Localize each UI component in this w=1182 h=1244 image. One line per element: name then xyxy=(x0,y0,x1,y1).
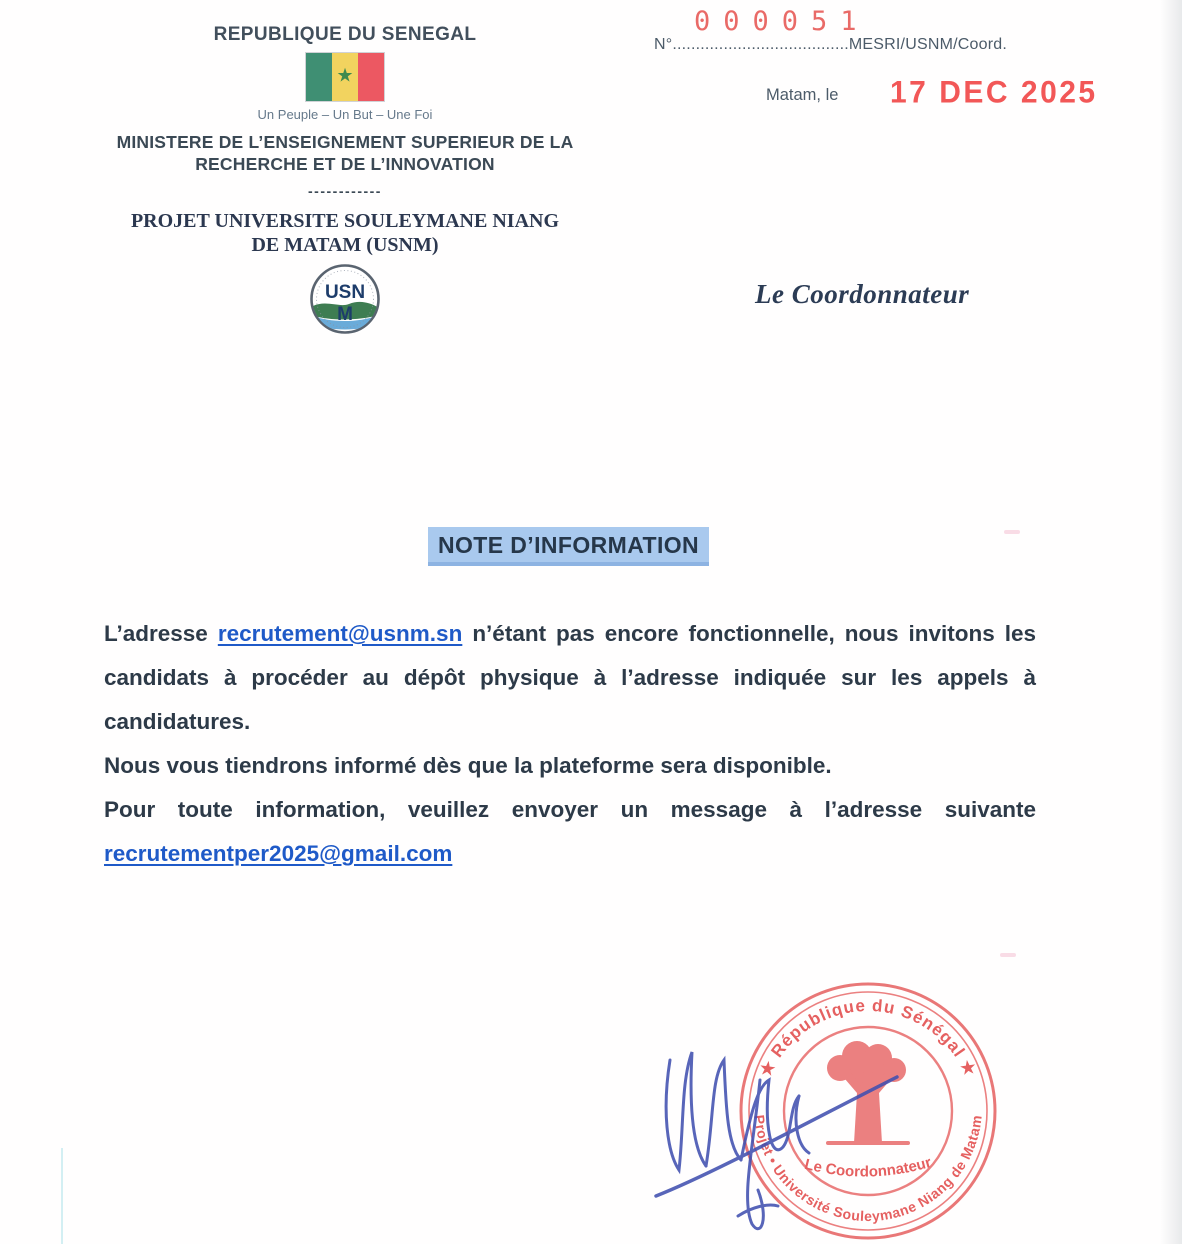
ministry-line-1: MINISTERE DE L’ENSEIGNEMENT SUPERIEUR DE LA xyxy=(116,132,574,152)
project-line-1: PROJET UNIVERSITE SOULEYMANE NIANG xyxy=(130,210,560,232)
project-name xyxy=(95,209,595,257)
national-motto: Un Peuple – Un But – Une Foi xyxy=(257,107,433,122)
signature xyxy=(640,1018,920,1243)
logo-text-top: USN xyxy=(324,282,366,303)
reference-suffix: MESRI/USNM/Coord. xyxy=(848,36,1007,53)
ministry-line-2: RECHERCHE ET DE L’INNOVATION xyxy=(195,154,495,174)
paragraph-2: Nous vous tiendrons informé dès que la plateforme sera disponible. xyxy=(104,753,832,778)
note-title: NOTE D’INFORMATION xyxy=(428,527,709,566)
usnm-logo-icon xyxy=(95,263,595,340)
gmail-email-link[interactable]: recrutementper2025@gmail.com xyxy=(104,841,453,866)
paragraph-1 xyxy=(104,612,1036,744)
scan-artifact-line xyxy=(61,1148,63,1244)
signatory-title: Le Coordonnateur xyxy=(755,279,970,309)
reference-line xyxy=(654,36,1007,54)
paragraph-1-text-before: L’adresse xyxy=(104,621,208,646)
senegal-flag-icon xyxy=(306,53,384,101)
usnm-logo-svg xyxy=(309,263,381,335)
scan-artifact-mark xyxy=(1000,953,1016,957)
dateline-place: Matam, le xyxy=(766,86,839,104)
flag-band-green xyxy=(306,53,332,101)
republic-title: REPUBLIQUE DU SENEGAL xyxy=(213,24,477,45)
paragraph-1-text-after: n’étant pas encore fonctionnelle, nous invitons les candidats à procéder au dépôt physique à l’adresse indiquée sur les appels à candidatures. xyxy=(104,621,1036,734)
stamp-ring-top-text: ★ République du Sénégal ★ xyxy=(755,995,981,1080)
ministry-name xyxy=(95,131,595,175)
stamp-center-text: Le Coordonnateur xyxy=(802,1153,934,1181)
paragraph-3 xyxy=(104,788,1036,876)
note-body xyxy=(104,612,1036,876)
reference-dots: ...................................... xyxy=(672,36,849,53)
letterhead xyxy=(95,24,595,340)
paragraph-3-text: Pour toute information, veuillez envoyer un message à l’adresse suivante xyxy=(104,797,1036,822)
project-line-2: DE MATAM (USNM) xyxy=(251,234,439,256)
stamp-ring-bottom-text: Projet • Université Souleymane Niang de Matam xyxy=(751,1113,985,1225)
reference-number-stamp: 000051 xyxy=(694,6,870,37)
flag-band-red xyxy=(358,53,384,101)
scan-edge-shadow xyxy=(1160,0,1182,1244)
logo-text-bottom: M xyxy=(337,304,353,325)
date-stamp: 17 DEC 2025 xyxy=(890,74,1098,110)
scan-artifact-mark xyxy=(1004,530,1020,534)
usnm-email-link[interactable]: recrutement@usnm.sn xyxy=(217,621,463,646)
reference-prefix: N° xyxy=(654,36,673,53)
flag-star-icon: ★ xyxy=(336,65,354,87)
separator-dashes: ------------ xyxy=(308,183,382,199)
